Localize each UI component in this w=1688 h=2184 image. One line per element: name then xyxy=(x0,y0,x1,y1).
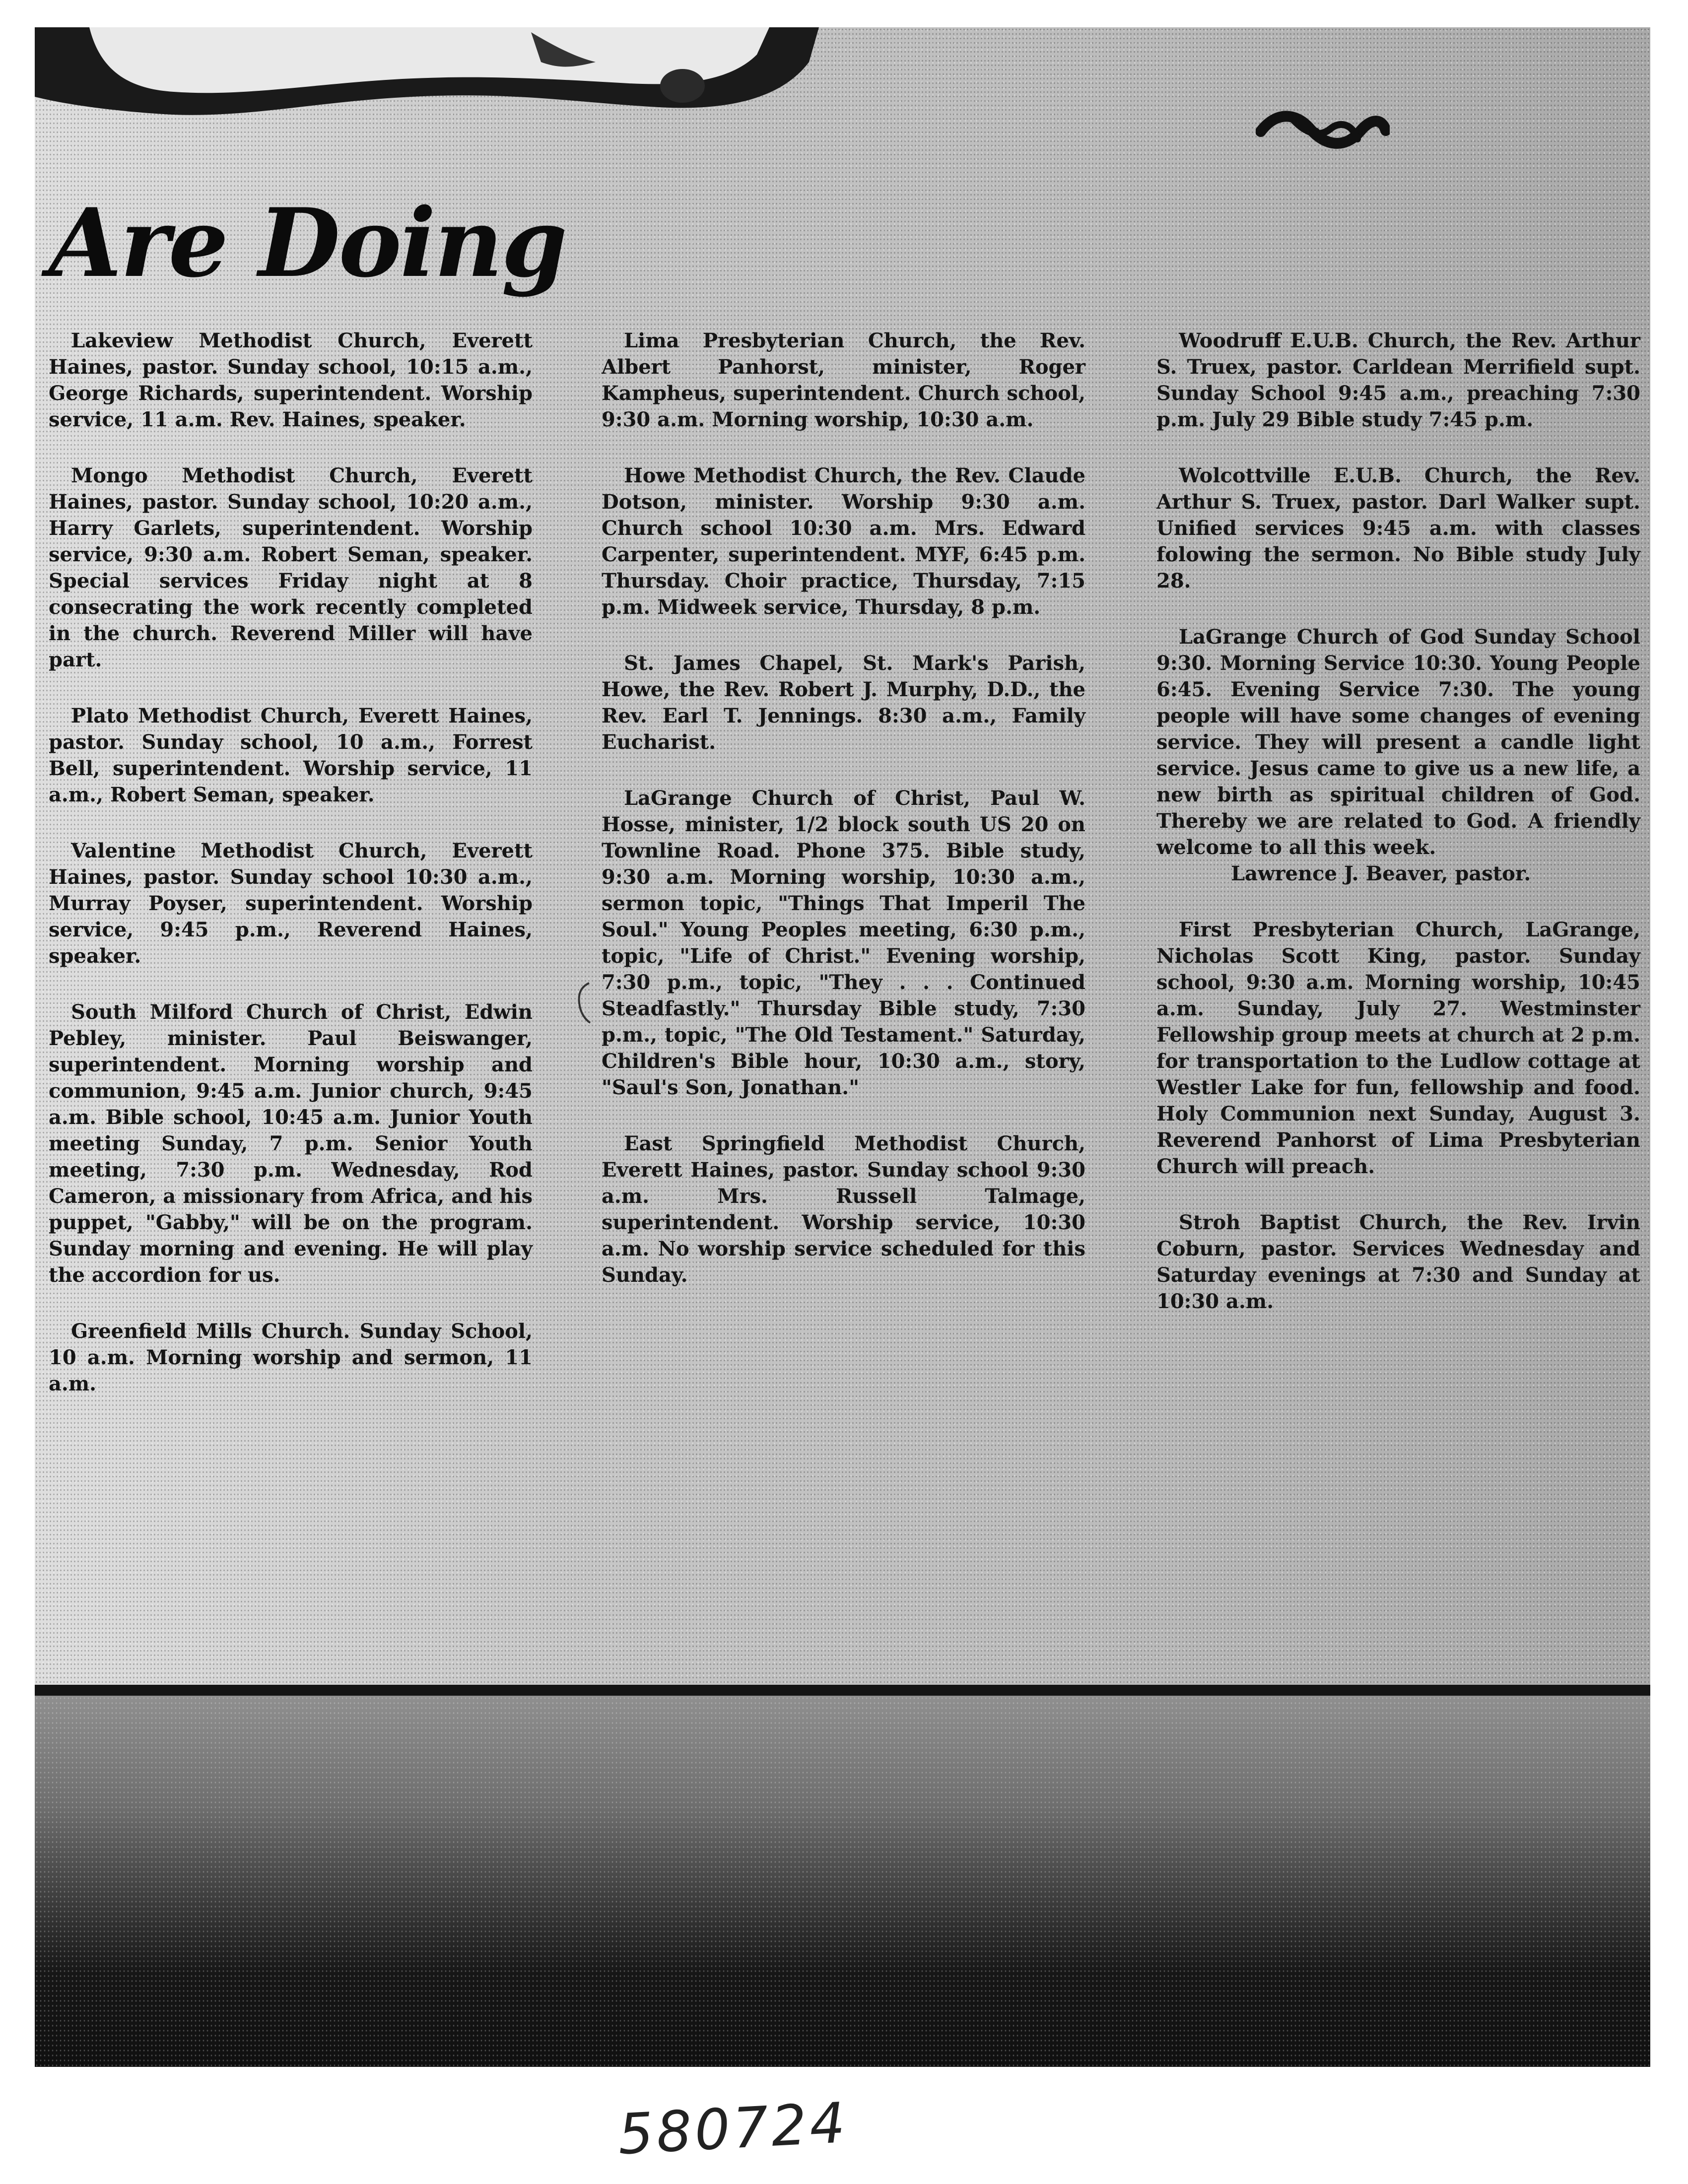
scan-shadow-band xyxy=(35,1696,1650,2067)
church-listing: Wolcottville E.U.B. Church, the Rev. Arthur S. Truex, pastor. Darl Walker supt. Unified services 9:45 a.m. with classes folowing the sermon. No Bible study July 28. xyxy=(1156,464,1640,593)
church-listing: East Springfield Methodist Church, Everett Haines, pastor. Sunday school 9:30 a.m. Mrs. Russell Talmage, superintendent. Worship service, 10:30 a.m. No worship service scheduled for this Sunday. xyxy=(602,1132,1085,1287)
bracket-mark xyxy=(573,980,593,1025)
church-listing: Lima Presbyterian Church, the Rev. Albert Panhorst, minister, Roger Kampheus, superintendent. Church school, 9:30 a.m. Morning worship, 10:30 a.m. xyxy=(602,329,1085,431)
handwritten-date-note: 580724 xyxy=(616,2090,850,2168)
church-listing: St. James Chapel, St. Mark's Parish, Howe, the Rev. Robert J. Murphy, D.D., the Rev. Earl T. Jennings. 8:30 a.m., Family Eucharist. xyxy=(602,652,1085,754)
church-listing: LaGrange Church of Christ, Paul W. Hosse, minister, 1/2 block south US 20 on Townline Road. Phone 375. Bible study, 9:30 a.m. Morning worship, 10:30 a.m., sermon topic, "Things That Imperil The Soul." Young Peoples meeting, 6:30 p.m., topic, "Life of Christ." Evening worship, 7:30 p.m., topic, "They . . . Continued Steadfastly." Thursday Bible study, 7:30 p.m., topic, "The Old Testament." Saturday, Children's Bible hour, 10:30 a.m., story, "Saul's Son, Jonathan." xyxy=(602,787,1085,1099)
church-listing: Valentine Methodist Church, Everett Haines, pastor. Sunday school 10:30 a.m., Murray Poyser, superintendent. Worship service, 9:45 p.m., Reverend Haines, speaker. xyxy=(49,839,533,968)
column-3 xyxy=(1156,328,1640,1344)
church-listing: Greenfield Mills Church. Sunday School, 10 a.m. Morning worship and sermon, 11 a.m. xyxy=(49,1320,533,1395)
column-2 xyxy=(602,328,1085,1318)
headline: Are Doing xyxy=(49,188,566,298)
church-listing: Stroh Baptist Church, the Rev. Irvin Coburn, pastor. Services Wednesday and Saturday evenings at 7:30 and Sunday at 10:30 a.m. xyxy=(1156,1211,1640,1313)
church-listing: LaGrange Church of God Sunday School 9:30. Morning Service 10:30. Young People 6:45. Evening Service 7:30. The young people will have some changes of evening service. They will present a candle light service. Jesus came to give us a new life, a new birth as spiritual children of God. Thereby we are related to God. A friendly welcome to all this week. xyxy=(1156,625,1640,859)
church-listing: South Milford Church of Christ, Edwin Pebley, minister. Paul Beiswanger, superintendent. Morning worship and communion, 9:45 a.m. Junior church, 9:45 a.m. Bible school, 10:45 a.m. Junior Youth meeting Sunday, 7 p.m. Senior Youth meeting, 7:30 p.m. Wednesday, Rod Cameron, a missionary from Africa, and his puppet, "Gabby," will be on the program. Sunday morning and evening. He will play the accordion for us. xyxy=(49,1000,533,1287)
church-listing: First Presbyterian Church, LaGrange, Nicholas Scott King, pastor. Sunday school, 9:30 a.m. Morning worship, 10:45 a.m. Sunday, July 27. Westminster Fellowship group meets at church at 2 p.m. for transportation to the Ludlow cottage at Westler Lake for fun, fellowship and food. Holy Communion next Sunday, August 3. Reverend Panhorst of Lima Presbyterian Church will preach. xyxy=(1156,918,1640,1178)
church-listing: Lakeview Methodist Church, Everett Haines, pastor. Sunday school, 10:15 a.m., George Richards, superintendent. Worship service, 11 a.m. Rev. Haines, speaker. xyxy=(49,329,533,431)
masthead-artwork xyxy=(35,27,819,136)
church-listing: Mongo Methodist Church, Everett Haines, pastor. Sunday school, 10:20 a.m., Harry Garlets, superintendent. Worship service, 9:30 a.m. Robert Seman, speaker. Special services Friday night at 8 consecrating the work recently completed in the church. Reverend Miller will have part. xyxy=(49,464,533,671)
column-rule xyxy=(35,1685,1650,1696)
ornament-icon xyxy=(1256,102,1390,161)
church-listing: Howe Methodist Church, the Rev. Claude Dotson, minister. Worship 9:30 a.m. Church school 10:30 a.m. Mrs. Edward Carpenter, superintendent. MYF, 6:45 p.m. Thursday. Choir practice, Thursday, 7:15 p.m. Midweek service, Thursday, 8 p.m. xyxy=(602,464,1085,619)
pastor-signature: Lawrence J. Beaver, pastor. xyxy=(1231,862,1531,885)
church-listing: Woodruff E.U.B. Church, the Rev. Arthur S. Truex, pastor. Carldean Merrifield supt. Sunday School 9:45 a.m., preaching 7:30 p.m. July 29 Bible study 7:45 p.m. xyxy=(1156,329,1640,431)
church-listing: Plato Methodist Church, Everett Haines, pastor. Sunday school, 10 a.m., Forrest Bell, superintendent. Worship service, 11 a.m., Robert Seman, speaker. xyxy=(49,704,533,806)
column-1 xyxy=(49,328,533,1427)
